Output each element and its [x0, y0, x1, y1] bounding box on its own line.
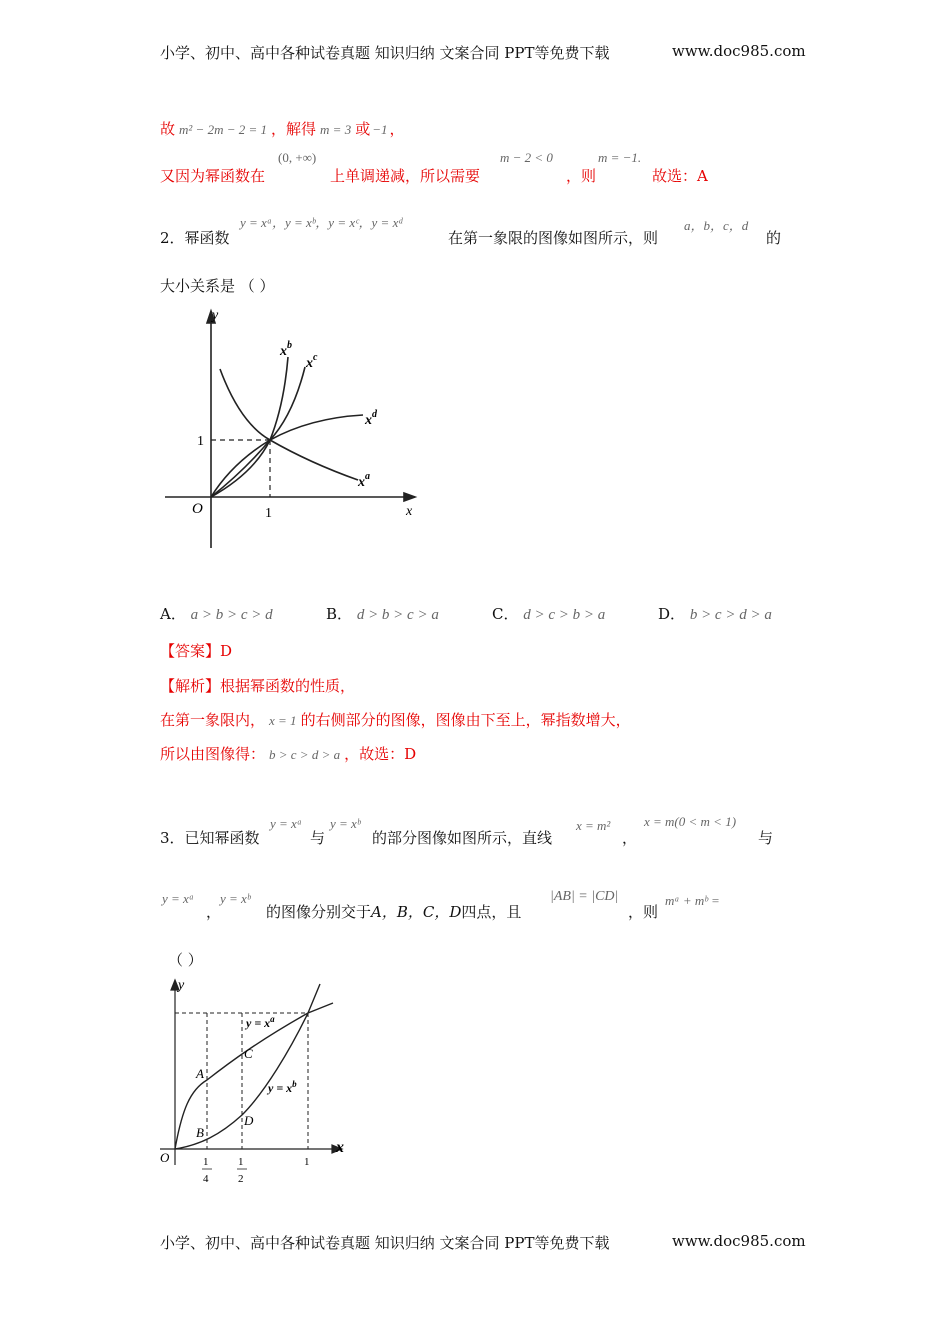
q3-and1: 与 [310, 829, 326, 847]
q2-analysis-line2: 在第一象限内， x = 1 的右侧部分的图像，图像由下至上，幂指数增大， [160, 711, 631, 729]
q3-point-d: D [244, 1113, 254, 1128]
q3-func-b: y = xᵇ [330, 816, 361, 831]
prev-solution-line2b: 上单调递减，所以需要 [330, 167, 481, 185]
q3-l2-func-b: y = xᵇ [220, 891, 251, 906]
q2-text-mid: 在第一象限的图像如图所示，则 [448, 229, 659, 247]
q3-text-mid: 的部分图像如图所示，直线 [372, 829, 553, 847]
q2-functions: y = xᵃ，y = xᵇ，y = xᶜ，y = xᵈ [240, 215, 403, 230]
q3-origin: O [160, 1150, 170, 1165]
q2-graph [160, 305, 430, 555]
q2-answer: 【答案】D [160, 642, 233, 660]
q2-label-xc: $x^c$ [306, 352, 318, 371]
q3-line-m2: x = m² [576, 818, 611, 833]
q3-tick-one: 1 [304, 1156, 310, 1168]
q3-point-a: A [196, 1066, 204, 1081]
q3-tick-quarter-den: 4 [203, 1173, 209, 1185]
q3-x-label: x [336, 1139, 344, 1156]
q3-tick-quarter-num: 1 [203, 1156, 209, 1168]
prev-solution-line1: 故 m² − 2m − 2 = 1 ，解得 m = 3 或 −1 ， [160, 120, 405, 138]
q3-l2-abs-eq: |AB| = |CD| [550, 889, 619, 904]
q3-point-c: C [244, 1046, 253, 1061]
q3-tick-half-den: 2 [238, 1173, 244, 1185]
q3-func-a: y = xᵃ [270, 816, 302, 831]
q2-line2: 大小关系是 （ ） [160, 277, 275, 295]
q2-label-xd: $x^d$ [365, 409, 377, 428]
q2-option-c[interactable]: C． d > c > b > a [492, 605, 606, 623]
prev-inequality: m − 2 < 0 [500, 150, 553, 165]
q3-comma: ， [622, 829, 638, 847]
prev-solution-line2: 又因为幂函数在 [160, 167, 266, 185]
q3-l2-comma: ， [206, 903, 222, 921]
q3-l2-text: 的图像分别交于A，B，C，D四点，且 [266, 903, 522, 921]
q2-y-label: y [212, 308, 219, 323]
q3-label-curve-a: $y = x^a$ [246, 1014, 275, 1030]
q2-origin: O [192, 501, 203, 517]
q2-y-tick: 1 [197, 434, 204, 449]
q2-analysis-line3: 所以由图像得： b > c > d > a ，故选：D [160, 745, 417, 763]
q3-l2-ask: mᵃ + mᵇ = [665, 893, 720, 908]
q2-x-label: x [406, 504, 413, 519]
q3-and2: 与 [758, 829, 774, 847]
q2-curve-b [211, 357, 288, 497]
q2-option-a[interactable]: A． a > b > c > d [160, 605, 273, 623]
q2-curve-d [211, 415, 363, 497]
q2-curve-a [220, 369, 358, 480]
q3-line-m: x = m(0 < m < 1) [644, 814, 737, 829]
q2-x-tick: 1 [265, 506, 272, 521]
page-header-left: 小学、初中、高中各种试卷真题 知识归纳 文案合同 PPT等免费下载 [160, 44, 610, 62]
q3-l2-func-a: y = xᵃ [162, 891, 194, 906]
q2-analysis-line1: 【解析】根据幂函数的性质， [160, 677, 356, 695]
q3-number: 3．已知幂函数 [160, 829, 260, 847]
q3-label-curve-b: $y = x^b$ [268, 1079, 297, 1095]
q2-text-end: 的 [766, 229, 782, 247]
q2-label-xa: $x^a$ [358, 471, 370, 490]
q2-number: 2．幂函数 [160, 229, 230, 247]
page-footer-left: 小学、初中、高中各种试卷真题 知识归纳 文案合同 PPT等免费下载 [160, 1234, 610, 1252]
q3-l2-then: ，则 [628, 903, 659, 921]
q2-option-b[interactable]: B． d > b > c > a [326, 605, 439, 623]
q2-x-arrow [404, 493, 415, 501]
q3-tick-half-num: 1 [238, 1156, 244, 1168]
q3-point-b: B [196, 1125, 204, 1140]
q3-paren: （ ） [168, 951, 203, 969]
prev-interval: (0, +∞) [278, 150, 317, 165]
prev-solution-then: ，则 [566, 167, 597, 185]
q2-label-xb: $x^b$ [280, 340, 292, 359]
q3-y-label: y [178, 978, 185, 993]
q2-option-d[interactable]: D． b > c > d > a [658, 605, 772, 623]
q3-graph [150, 970, 360, 1195]
page-footer-url[interactable]: www.doc985.com [672, 1232, 806, 1250]
q2-vars: a，b，c，d [684, 218, 749, 233]
prev-result: m = −1. [598, 150, 642, 165]
page-header-url[interactable]: www.doc985.com [672, 42, 806, 60]
prev-choice: 故选：A [652, 167, 708, 185]
